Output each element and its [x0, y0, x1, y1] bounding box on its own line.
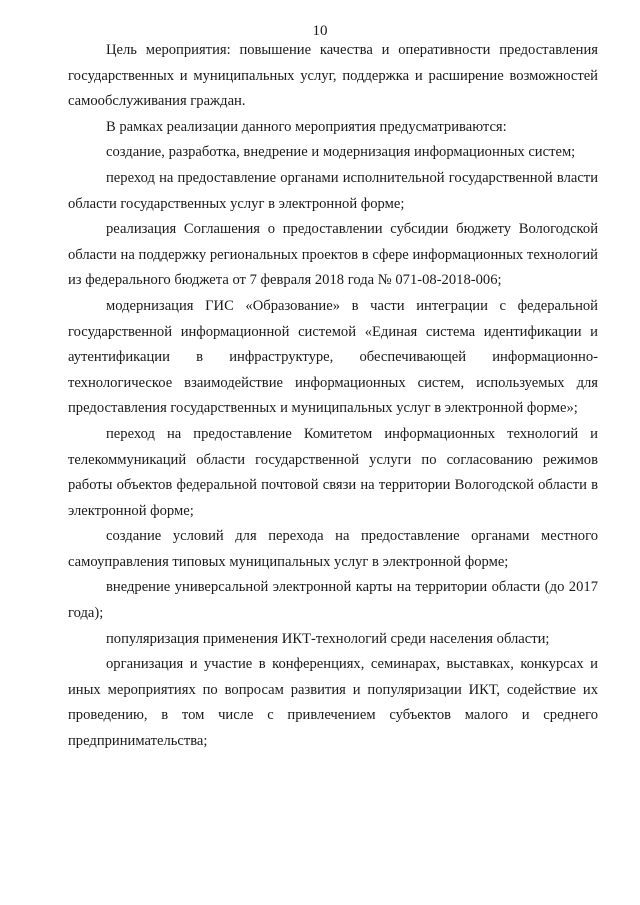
paragraph-item: организация и участие в конференциях, семинарах, выставках, конкурсах и иных мероприятиях по вопросам развития и популяризации ИКТ, содействие их проведению, в том числе с привлечением субъектов малого и среднего предпринимательства;	[68, 656, 598, 750]
paragraph-item: модернизация ГИС «Образование» в части интеграции с федеральной государственной информационной системой «Единая система идентификации и аутентификации в инфраструктуре, обеспечивающей информационно-технологическое взаимодействие информационных систем, используемых для предоставления государственных и муниципальных услуг в электронной форме»;	[68, 297, 598, 417]
document-body	[68, 38, 598, 755]
paragraph-goal: Цель мероприятия: повышение качества и оперативности предоставления государственных и муниципальных услуг, поддержка и расширение возможностей самообслуживания граждан.	[68, 42, 598, 110]
paragraph-item: популяризация применения ИКТ-технологий среди населения области;	[106, 630, 550, 647]
paragraph-item: переход на предоставление Комитетом информационных технологий и телекоммуникаций области государственной услуги по согласованию режимов работы объектов федеральной почтовой связи на территории Вологодской области в электронной форме;	[68, 425, 598, 519]
paragraph-item: создание условий для перехода на предоставление органами местного самоуправления типовых муниципальных услуг в электронной форме;	[68, 528, 598, 570]
paragraph-item: внедрение универсальной электронной карты на территории области (до 2017 года);	[68, 579, 598, 622]
paragraph-item: реализация Соглашения о предоставлении субсидии бюджету Вологодской области на поддержку региональных проектов в сфере информационных технологий из федерального бюджета от 7 февраля 2018 года № 071-08-2018-006;	[68, 221, 598, 289]
page-number: 10	[312, 23, 328, 39]
paragraph-item: переход на предоставление органами исполнительной государственной власти области государственных услуг в электронной форме;	[68, 169, 598, 212]
paragraph-intro: В рамках реализации данного мероприятия предусматриваются:	[106, 118, 507, 135]
paragraph-item: создание, разработка, внедрение и модернизация информационных систем;	[106, 144, 576, 161]
